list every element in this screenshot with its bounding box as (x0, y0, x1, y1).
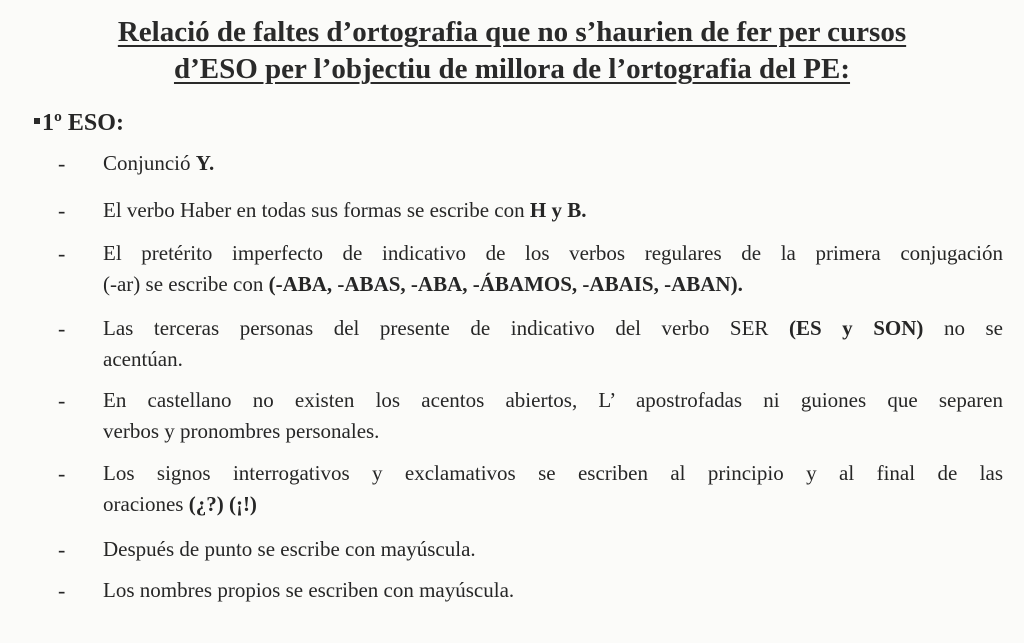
list-item-text (103, 313, 1003, 375)
item-bold-text: Y. (195, 151, 215, 175)
item-bold-text: (ES y SON) (788, 316, 924, 340)
item-text: Conjunció (103, 151, 196, 175)
list-item-text (103, 148, 1003, 179)
dash-bullet: - (58, 151, 66, 176)
item-text-line-1: El pretérito imperfecto de indicativo de los verbos regulares de la primera conjugación (103, 241, 1003, 265)
list-item-text (103, 238, 1003, 300)
item-text: (-ar) se escribe con (103, 272, 269, 296)
list-item-text (103, 385, 1003, 447)
item-text-line-2: acentúan. (103, 347, 183, 371)
item-text-line-2: verbos y pronombres personales. (103, 419, 380, 443)
title-line-1: Relació de faltes d’ortografia que no s’haurien de fer per cursos (117, 16, 907, 48)
list-item-text (103, 458, 1003, 520)
item-text: Después de punto se escribe con mayúscula. (103, 537, 476, 561)
item-text-line-1: En castellano no existen los acentos abiertos, L’ apostrofadas ni guiones que separen (103, 388, 1003, 412)
list-item-text (103, 534, 1003, 565)
dash-bullet: - (58, 537, 66, 562)
dash-bullet: - (58, 388, 66, 413)
title-line-2: d’ESO per l’objectiu de millora de l’ortografia del PE: (173, 53, 851, 85)
item-bold-text: (-ABA, -ABAS, -ABA, -ÁBAMOS, -ABAIS, -ABAN). (268, 272, 743, 296)
item-bold-text: H y B. (529, 198, 587, 222)
item-bold-text: (¿?) (¡!) (188, 492, 257, 516)
list-item-text (103, 575, 1003, 606)
item-text: no se (923, 316, 1003, 340)
item-text-line-1: Los signos interrogativos y exclamativos se escriben al principio y al final de las (103, 461, 1003, 485)
dash-bullet: - (58, 578, 66, 603)
item-text: El verbo Haber en todas sus formas se escribe con (103, 198, 530, 222)
item-text: Los nombres propios se escriben con mayúscula. (103, 578, 515, 602)
section-label: 1º ESO: (42, 110, 124, 136)
dash-bullet: - (58, 461, 66, 486)
list-item-text (103, 195, 1003, 226)
dash-bullet: - (58, 198, 66, 223)
dash-bullet: - (58, 316, 66, 341)
dash-bullet: - (58, 241, 66, 266)
item-text: oraciones (103, 492, 189, 516)
item-text: Las terceras personas del presente de indicativo del verbo SER (103, 316, 789, 340)
